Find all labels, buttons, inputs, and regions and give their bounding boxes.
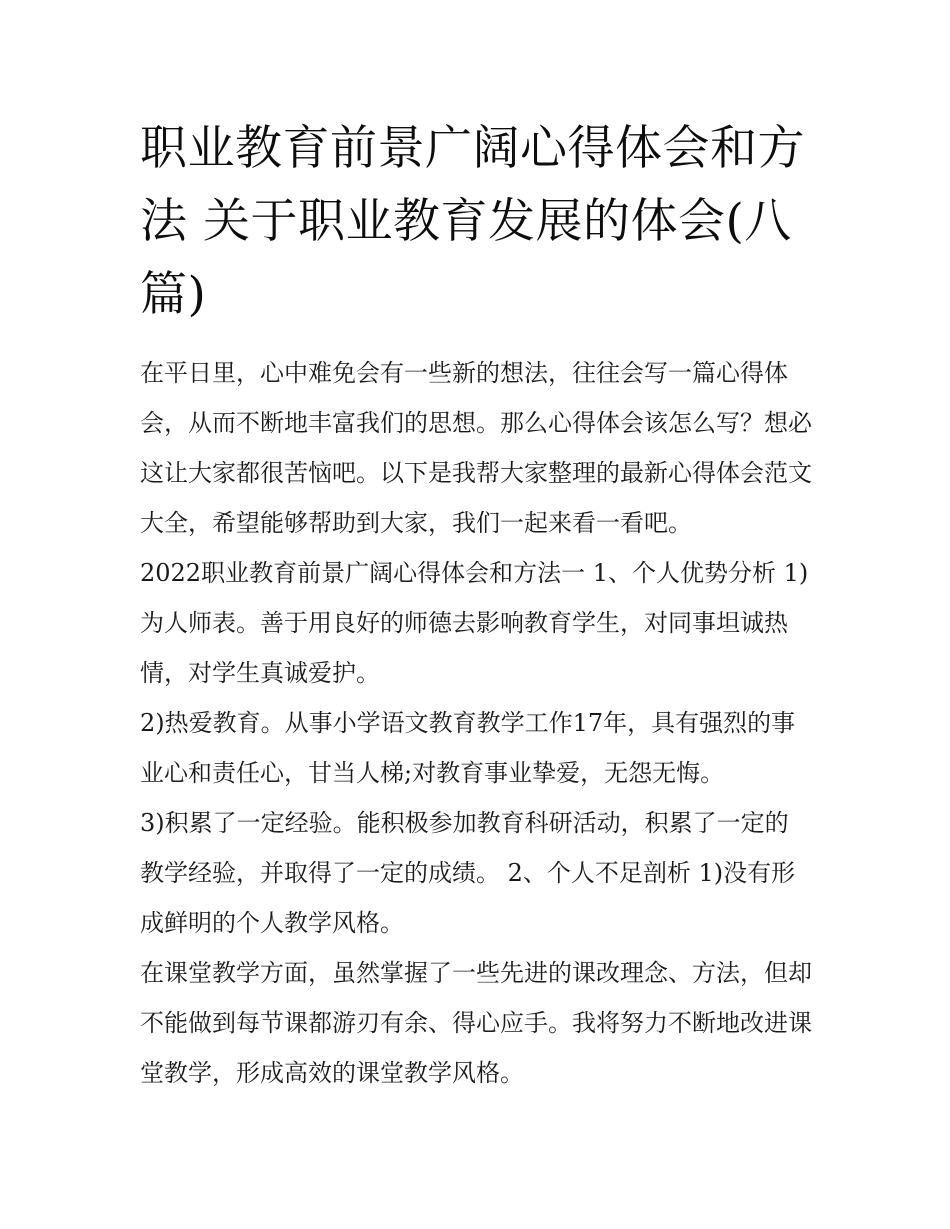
document-page bbox=[140, 112, 820, 1098]
paragraph-classroom: 在课堂教学方面，虽然掌握了一些先进的课改理念、方法，但却不能做到每节课都游刃有余、得心应手。我将努力不断地改进课堂教学，形成高效的课堂教学风格。 bbox=[140, 959, 812, 1087]
paragraph-advantage-1: 2022职业教育前景广阔心得体会和方法一 1、个人优势分析 1)为人师表。善于用良好的师德去影响教育学生，对同事坦诚热情，对学生真诚爱护。 bbox=[140, 559, 809, 687]
document-title: 职业教育前景广阔心得体会和方法 关于职业教育发展的体会(八篇) bbox=[140, 121, 805, 322]
paragraph-advantage-3: 3)积累了一定经验。能积极参加教育科研活动，积累了一定的教学经验，并取得了一定的成绩。 2、个人不足剖析 1)没有形成鲜明的个人教学风格。 bbox=[140, 809, 796, 937]
paragraph-intro: 在平日里，心中难免会有一些新的想法，往往会写一篇心得体会，从而不断地丰富我们的思想。那么心得体会该怎么写？想必这让大家都很苦恼吧。以下是我帮大家整理的最新心得体会范文大全，希望能够帮助到大家，我们一起来看一看吧。 bbox=[140, 359, 812, 537]
paragraph-advantage-2: 2)热爱教育。从事小学语文教育教学工作17年，具有强烈的事业心和责任心，甘当人梯;对教育事业挚爱，无怨无悔。 bbox=[140, 709, 796, 787]
document-body bbox=[140, 348, 820, 1098]
